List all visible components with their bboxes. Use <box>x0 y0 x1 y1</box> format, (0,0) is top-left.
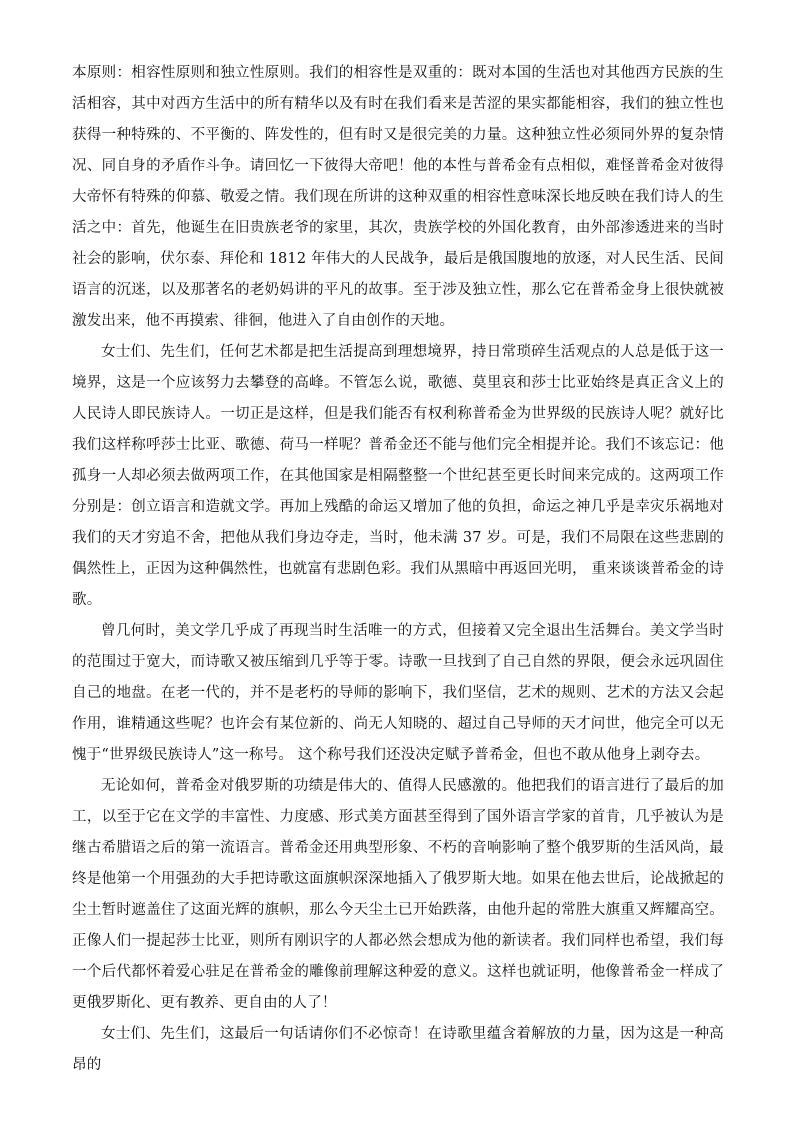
paragraph-2: 女士们、先生们，任何艺术都是把生活提高到理想境界，持日常琐碎生活观点的人总是低于这一境界，这是一个应该努力去攀登的高峰。不管怎么说，歌德、莫里哀和莎士比亚始终是真正含义上的人民诗人即民族诗人。一切正是这样，但是我们能否有权利称普希金为世界级的民族诗人呢？就好比我们这样称呼莎士比亚、歌德、荷马一样呢？普希金还不能与他们完全相提并论。我们不该忘记：他孤身一人却必须去做两项工作，在其他国家是相隔整整一个世纪甚至更长时间来完成的。这两项工作分别是：创立语言和造就文学。再加上残酷的命运又增加了他的负担，命运之神几乎是幸灾乐祸地对我们的天才穷追不舍，把他从我们身边夺走，当时，他未满 37 岁。可是，我们不局限在这些悲剧的偶然性上，正因为这种偶然性，也就富有悲剧色彩。我们从黑暗中再返回光明， 重来谈谈普希金的诗歌。 <box>72 344 724 608</box>
paragraph-5: 女士们、先生们，这最后一句话请你们不必惊奇！在诗歌里蕴含着解放的力量，因为这是一种高昂的 <box>72 1026 724 1073</box>
document-page <box>72 58 724 1081</box>
paragraph-3: 曾几何时，美文学几乎成了再现当时生活唯一的方式，但接着又完全退出生活舞台。美文学当时的范围过于宽大，而诗歌又被压缩到几乎等于零。诗歌一旦找到了自己自然的界限，便会永远巩固住自己的地盘。在老一代的，并不是老朽的导师的影响下，我们坚信，艺术的规则、艺术的方法又会起作用，谁精通这些呢？也许会有某位新的、尚无人知晓的、超过自己导师的天才问世，他完全可以无愧于“世界级民族诗人”这一称号。 这个称号我们还没决定赋予普希金，但也不敢从他身上剥夺去。 <box>72 623 724 763</box>
paragraph-1: 本原则：相容性原则和独立性原则。我们的相容性是双重的：既对本国的生活也对其他西方民族的生活相容，其中对西方生活中的所有精华以及有时在我们看来是苦涩的果实都能相容，我们的独立性也获得一种特殊的、不平衡的、阵发性的，但有时又是很完美的力量。这种独立性必须同外界的复杂情况、同自身的矛盾作斗争。请回忆一下彼得大帝吧！他的本性与普希金有点相似，难怪普希金对彼得大帝怀有特殊的仰慕、敬爱之情。我们现在所讲的这种双重的相容性意味深长地反映在我们诗人的生活之中：首先，他诞生在旧贵族老爷的家里，其次，贵族学校的外国化教育，由外部渗透进来的当时社会的影响，伏尔泰、拜伦和 1812 年伟大的人民战争，最后是俄国腹地的放逐，对人民生活、民间语言的沉迷，以及那著名的老奶妈讲的平凡的故事。至于涉及独立性，那么它在普希金身上很快就被激发出来，他不再摸索、徘徊，他进入了自由创作的天地。 <box>72 65 724 329</box>
paragraph-4: 无论如何，普希金对俄罗斯的功绩是伟大的、值得人民感激的。他把我们的语言进行了最后的加工，以至于它在文学的丰富性、力度感、形式美方面甚至得到了国外语言学家的首肯，几乎被认为是继古希腊语之后的第一流语言。普希金还用典型形象、不朽的音响影响了整个俄罗斯的生活风尚，最终是他第一个用强劲的大手把诗歌这面旗帜深深地插入了俄罗斯大地。如果在他去世后，论战掀起的尘土暂时遮盖住了这面光辉的旗帜，那么今天尘土已开始跌落，由他升起的常胜大旗重又辉耀高空。正像人们一提起莎士比亚，则所有刚识字的人都必然会想成为他的新读者。我们同样也希望，我们每一个后代都怀着爱心驻足在普希金的雕像前理解这种爱的意义。这样也就证明，他像普希金一样成了更俄罗斯化、更有教养、更自由的人了！ <box>72 778 724 1011</box>
